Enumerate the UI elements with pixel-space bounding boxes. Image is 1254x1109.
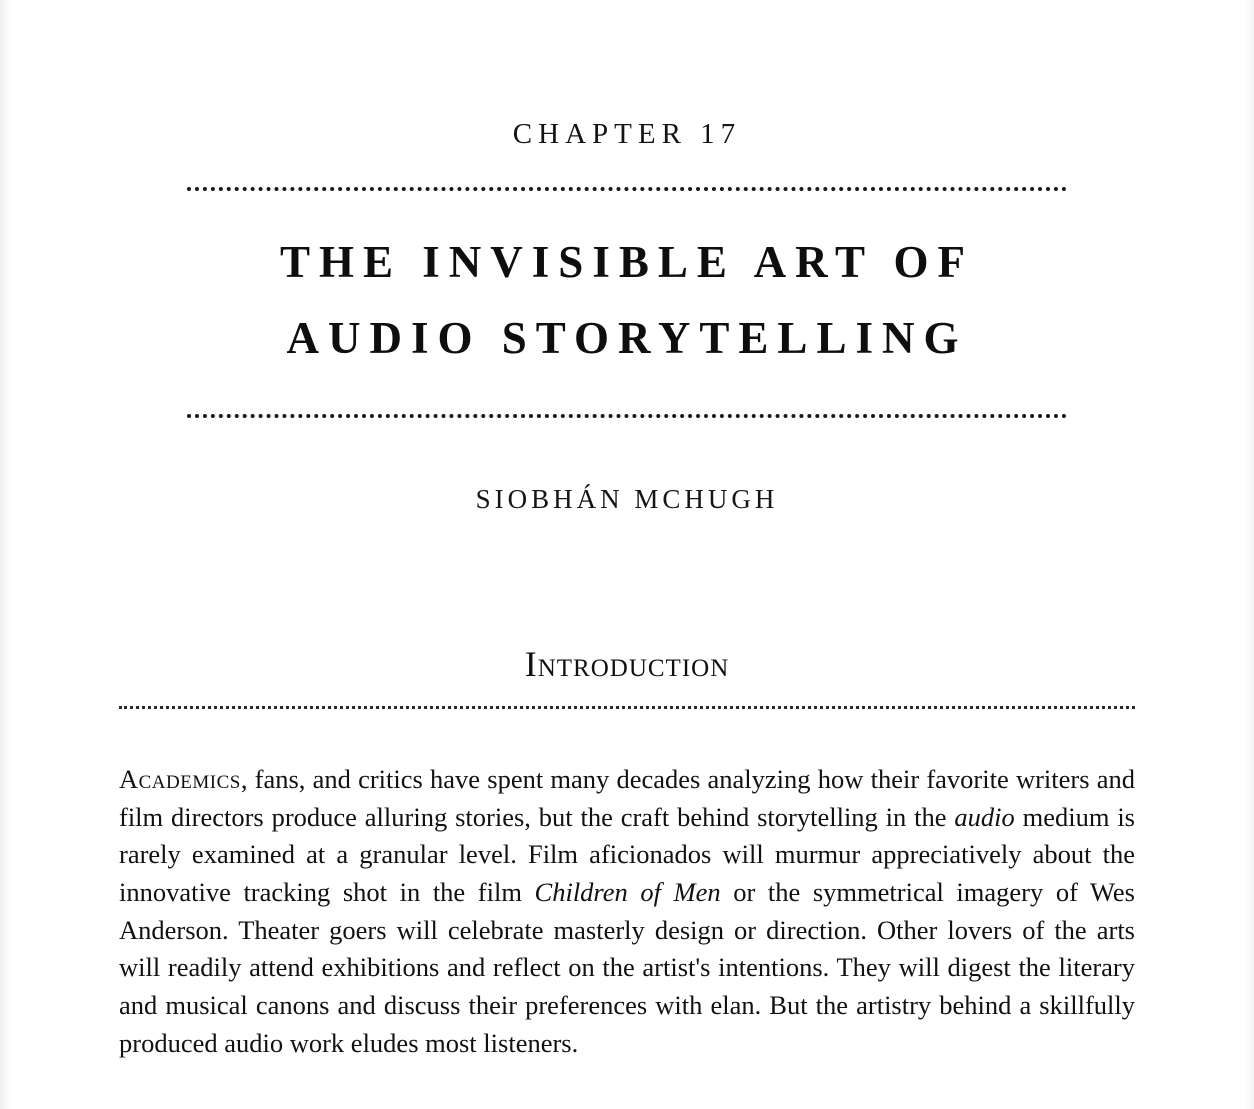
dotted-rule-below-title (187, 410, 1067, 418)
dotted-rule-below-section-heading (119, 703, 1135, 709)
chapter-title-line-2: AUDIO STORYTELLING (286, 312, 968, 363)
paragraph-segment-3: or the symmetrical imagery of Wes Anderson. Theater goers will celebrate masterly design or direction. Other lovers of the arts will readily attend exhibitions and reflect on the artist's intentions. They will digest the literary and musical canons and discuss their preferences with elan. But the artistry behind a skillfully produced audio work eludes most listeners. (119, 877, 1135, 1058)
paragraph-lead-smallcaps: Academics (119, 764, 241, 795)
page-content (119, 0, 1135, 1062)
chapter-title (119, 225, 1135, 376)
chapter-title-line-1: THE INVISIBLE ART OF (279, 237, 974, 287)
paragraph-segment-1: , fans, and critics have spent many decades analyzing how their favorite writers and film directors produce alluring stories, but the craft behind storytelling in the (119, 764, 1135, 832)
section-heading-introduction: Introduction (524, 644, 730, 685)
paragraph-italic-children-of-men: Children of Men (534, 877, 721, 908)
paragraph-italic-audio: audio (954, 801, 1015, 832)
chapter-author: SIOBHÁN MCHUGH (475, 484, 779, 515)
body-paragraph (119, 761, 1135, 1062)
chapter-number: CHAPTER 17 (512, 118, 742, 150)
dotted-rule-above-title (187, 183, 1067, 191)
paragraph-segment-2: medium is rarely examined at a granular level. Film aficionados will murmur appreciatively about the innovative tracking shot in the film (119, 801, 1135, 908)
